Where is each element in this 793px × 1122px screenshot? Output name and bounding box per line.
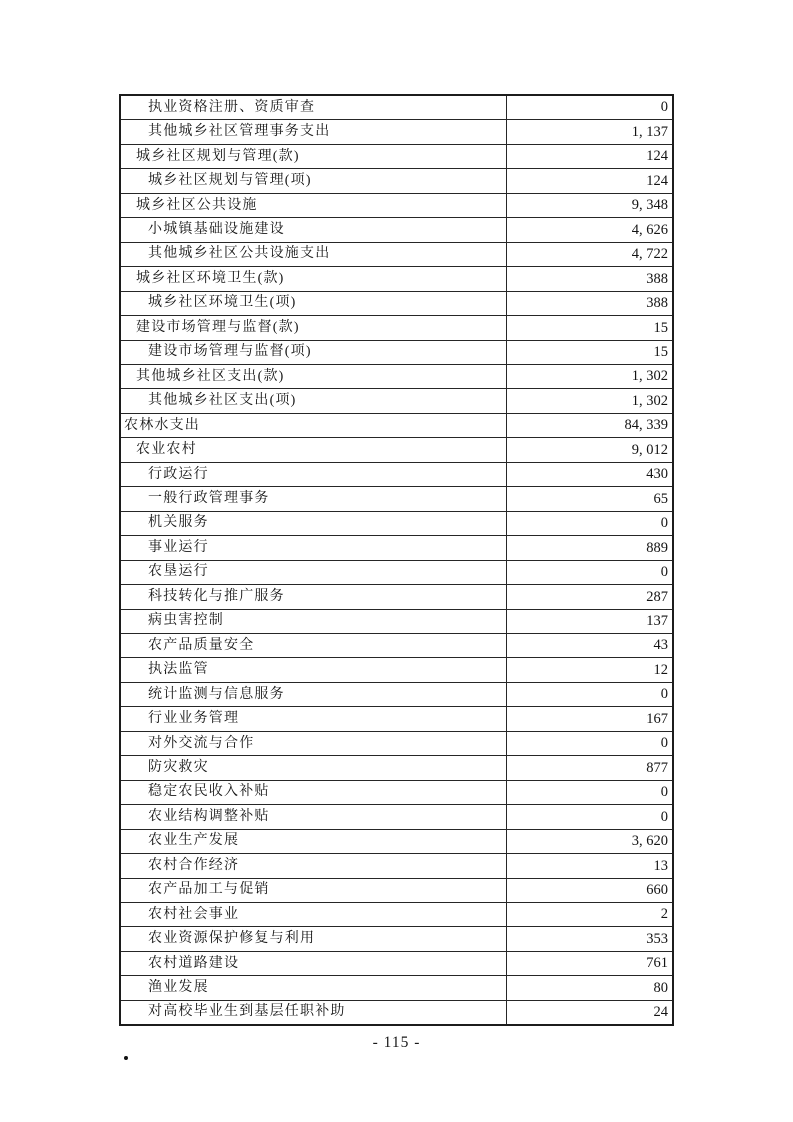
row-item-label: 建设市场管理与监督(项) <box>148 344 312 360</box>
page-footer <box>0 1034 793 1052</box>
row-amount-cell <box>507 854 672 877</box>
row-amount-cell <box>507 879 672 902</box>
row-item-cell <box>121 732 507 755</box>
row-item-label: 渔业发展 <box>148 980 209 996</box>
row-item-label: 城乡社区环境卫生(项) <box>148 295 297 311</box>
row-amount-value: 12 <box>653 661 668 678</box>
row-item-cell <box>121 976 507 999</box>
row-item-cell <box>121 952 507 975</box>
table-row <box>121 805 672 829</box>
row-amount-value: 2 <box>660 906 668 923</box>
row-amount-cell <box>507 658 672 681</box>
row-amount-value: 889 <box>646 539 668 556</box>
row-item-cell <box>121 683 507 706</box>
row-item-cell <box>121 1001 507 1024</box>
row-item-cell <box>121 414 507 437</box>
row-item-cell <box>121 585 507 608</box>
table-row <box>121 658 672 682</box>
row-amount-value: 9, 348 <box>631 197 668 214</box>
table-row <box>121 145 672 169</box>
row-amount-cell <box>507 463 672 486</box>
row-amount-cell <box>507 781 672 804</box>
row-item-cell <box>121 903 507 926</box>
row-item-label: 科技转化与推广服务 <box>148 588 285 604</box>
row-amount-value: 9, 012 <box>631 441 668 458</box>
row-amount-value: 15 <box>653 344 668 360</box>
row-amount-cell <box>507 267 672 290</box>
row-amount-cell <box>507 389 672 412</box>
row-amount-cell <box>507 683 672 706</box>
row-amount-cell <box>507 707 672 730</box>
row-item-cell <box>121 316 507 339</box>
row-amount-value: 43 <box>653 637 668 654</box>
row-item-cell <box>121 243 507 266</box>
row-item-cell <box>121 218 507 241</box>
row-item-label: 其他城乡社区支出(项) <box>148 393 297 409</box>
table-row <box>121 976 672 1000</box>
row-item-cell <box>121 805 507 828</box>
table-row <box>121 218 672 242</box>
row-amount-value: 167 <box>646 710 668 727</box>
row-amount-cell <box>507 561 672 584</box>
row-item-label: 城乡社区规划与管理(项) <box>148 173 312 189</box>
table-row <box>121 610 672 634</box>
table-row <box>121 243 672 267</box>
stray-dot-mark <box>124 1056 128 1060</box>
row-amount-value: 137 <box>646 612 668 629</box>
row-amount-cell <box>507 438 672 461</box>
row-amount-cell <box>507 732 672 755</box>
table-row <box>121 389 672 413</box>
table-row <box>121 903 672 927</box>
row-item-label: 农林水支出 <box>124 417 200 433</box>
table-row <box>121 169 672 193</box>
row-amount-cell <box>507 169 672 192</box>
table-row <box>121 585 672 609</box>
row-item-label: 建设市场管理与监督(款) <box>136 319 300 335</box>
row-amount-cell <box>507 585 672 608</box>
row-amount-cell <box>507 292 672 315</box>
row-item-label: 对高校毕业生到基层任职补助 <box>148 1004 346 1020</box>
table-row <box>121 487 672 511</box>
row-amount-cell <box>507 1001 672 1024</box>
row-item-cell <box>121 341 507 364</box>
row-item-cell <box>121 438 507 461</box>
row-item-cell <box>121 169 507 192</box>
budget-table <box>119 94 674 1026</box>
row-item-label: 机关服务 <box>148 515 209 531</box>
row-item-cell <box>121 854 507 877</box>
row-item-cell <box>121 389 507 412</box>
table-row <box>121 732 672 756</box>
table-row <box>121 365 672 389</box>
row-amount-value: 353 <box>646 930 668 947</box>
row-item-cell <box>121 512 507 535</box>
row-item-label: 农产品加工与促销 <box>148 882 270 898</box>
row-amount-value: 1, 302 <box>631 368 668 385</box>
row-item-label: 执业资格注册、资质审查 <box>148 99 316 115</box>
row-amount-cell <box>507 316 672 339</box>
row-item-label: 其他城乡社区支出(款) <box>136 368 285 384</box>
table-row <box>121 1001 672 1024</box>
row-item-cell <box>121 365 507 388</box>
table-row <box>121 756 672 780</box>
row-amount-cell <box>507 756 672 779</box>
row-item-cell <box>121 634 507 657</box>
row-item-label: 病虫害控制 <box>148 613 224 629</box>
table-row <box>121 879 672 903</box>
row-amount-value: 80 <box>653 979 668 996</box>
row-amount-value: 4, 722 <box>631 246 668 263</box>
row-item-label: 行政运行 <box>148 466 209 482</box>
row-amount-value: 15 <box>653 319 668 336</box>
table-row <box>121 120 672 144</box>
row-item-cell <box>121 96 507 119</box>
row-item-label: 城乡社区规划与管理(款) <box>136 148 300 164</box>
table-row <box>121 438 672 462</box>
row-amount-value: 0 <box>660 564 668 581</box>
row-amount-cell <box>507 487 672 510</box>
row-amount-value: 13 <box>653 857 668 874</box>
row-item-label: 行业业务管理 <box>148 711 240 727</box>
row-item-cell <box>121 658 507 681</box>
row-item-cell <box>121 879 507 902</box>
row-amount-value: 0 <box>660 735 668 752</box>
row-amount-cell <box>507 512 672 535</box>
table-row <box>121 463 672 487</box>
table-row <box>121 96 672 120</box>
row-amount-value: 0 <box>660 686 668 703</box>
row-item-cell <box>121 120 507 143</box>
row-amount-value: 0 <box>660 808 668 825</box>
row-amount-cell <box>507 976 672 999</box>
row-amount-value: 430 <box>646 466 668 483</box>
row-amount-cell <box>507 194 672 217</box>
row-amount-value: 1, 137 <box>631 123 668 140</box>
row-amount-cell <box>507 120 672 143</box>
table-row <box>121 781 672 805</box>
table-row <box>121 512 672 536</box>
row-item-label: 稳定农民收入补贴 <box>148 784 270 800</box>
row-item-label: 农业农村 <box>136 442 197 458</box>
row-amount-value: 124 <box>646 172 668 189</box>
row-item-cell <box>121 610 507 633</box>
table-row <box>121 830 672 854</box>
row-item-label: 执法监管 <box>148 662 209 678</box>
table-row <box>121 341 672 365</box>
row-amount-cell <box>507 365 672 388</box>
row-amount-cell <box>507 341 672 364</box>
row-amount-cell <box>507 634 672 657</box>
table-row <box>121 267 672 291</box>
row-item-cell <box>121 487 507 510</box>
row-item-cell <box>121 536 507 559</box>
row-item-label: 事业运行 <box>148 539 209 555</box>
row-amount-value: 877 <box>646 759 668 776</box>
row-amount-value: 388 <box>646 270 668 287</box>
row-amount-value: 761 <box>646 955 668 972</box>
table-row <box>121 707 672 731</box>
table-row <box>121 634 672 658</box>
row-item-cell <box>121 830 507 853</box>
table-row <box>121 927 672 951</box>
row-item-label: 防灾救灾 <box>148 759 209 775</box>
row-amount-value: 0 <box>660 784 668 801</box>
row-item-label: 城乡社区环境卫生(款) <box>136 270 285 286</box>
row-item-label: 农村道路建设 <box>148 955 240 971</box>
row-item-cell <box>121 463 507 486</box>
row-item-label: 其他城乡社区公共设施支出 <box>148 246 331 262</box>
table-row <box>121 292 672 316</box>
row-item-label: 农业生产发展 <box>148 833 240 849</box>
row-amount-cell <box>507 96 672 119</box>
row-amount-cell <box>507 414 672 437</box>
row-amount-value: 287 <box>646 588 668 605</box>
row-amount-value: 660 <box>646 881 668 898</box>
row-amount-cell <box>507 145 672 168</box>
row-item-label: 其他城乡社区管理事务支出 <box>148 124 331 140</box>
row-amount-value: 0 <box>660 99 668 116</box>
row-amount-value: 65 <box>653 490 668 507</box>
table-row <box>121 854 672 878</box>
row-item-cell <box>121 561 507 584</box>
row-item-label: 农村社会事业 <box>148 906 240 922</box>
row-amount-cell <box>507 830 672 853</box>
row-amount-cell <box>507 805 672 828</box>
row-amount-cell <box>507 952 672 975</box>
row-amount-value: 84, 339 <box>624 417 668 434</box>
table-row <box>121 952 672 976</box>
row-amount-value: 3, 620 <box>631 833 668 850</box>
row-item-label: 农产品质量安全 <box>148 637 255 653</box>
row-item-label: 农业结构调整补贴 <box>148 808 270 824</box>
row-item-cell <box>121 194 507 217</box>
row-amount-value: 4, 626 <box>631 221 668 238</box>
row-item-cell <box>121 145 507 168</box>
row-item-cell <box>121 292 507 315</box>
row-amount-value: 388 <box>646 295 668 312</box>
page-number: - 115 - <box>372 1034 421 1051</box>
row-item-label: 统计监测与信息服务 <box>148 686 285 702</box>
row-item-label: 一般行政管理事务 <box>148 490 270 506</box>
row-item-label: 对外交流与合作 <box>148 735 255 751</box>
row-amount-cell <box>507 243 672 266</box>
row-item-label: 城乡社区公共设施 <box>136 197 258 213</box>
row-amount-cell <box>507 536 672 559</box>
row-item-label: 农业资源保护修复与利用 <box>148 931 316 947</box>
row-item-cell <box>121 756 507 779</box>
table-row <box>121 414 672 438</box>
row-item-label: 农村合作经济 <box>148 857 240 873</box>
row-item-label: 农垦运行 <box>148 564 209 580</box>
row-amount-value: 24 <box>653 1004 668 1021</box>
row-item-cell <box>121 267 507 290</box>
table-row <box>121 536 672 560</box>
table-row <box>121 683 672 707</box>
row-amount-value: 1, 302 <box>631 392 668 409</box>
table-row <box>121 194 672 218</box>
row-amount-cell <box>507 903 672 926</box>
row-item-cell <box>121 781 507 804</box>
row-amount-cell <box>507 927 672 950</box>
row-amount-cell <box>507 218 672 241</box>
row-amount-value: 124 <box>646 148 668 165</box>
row-amount-value: 0 <box>660 515 668 532</box>
row-amount-cell <box>507 610 672 633</box>
row-item-cell <box>121 707 507 730</box>
table-row <box>121 561 672 585</box>
row-item-cell <box>121 927 507 950</box>
row-item-label: 小城镇基础设施建设 <box>148 221 285 237</box>
table-row <box>121 316 672 340</box>
